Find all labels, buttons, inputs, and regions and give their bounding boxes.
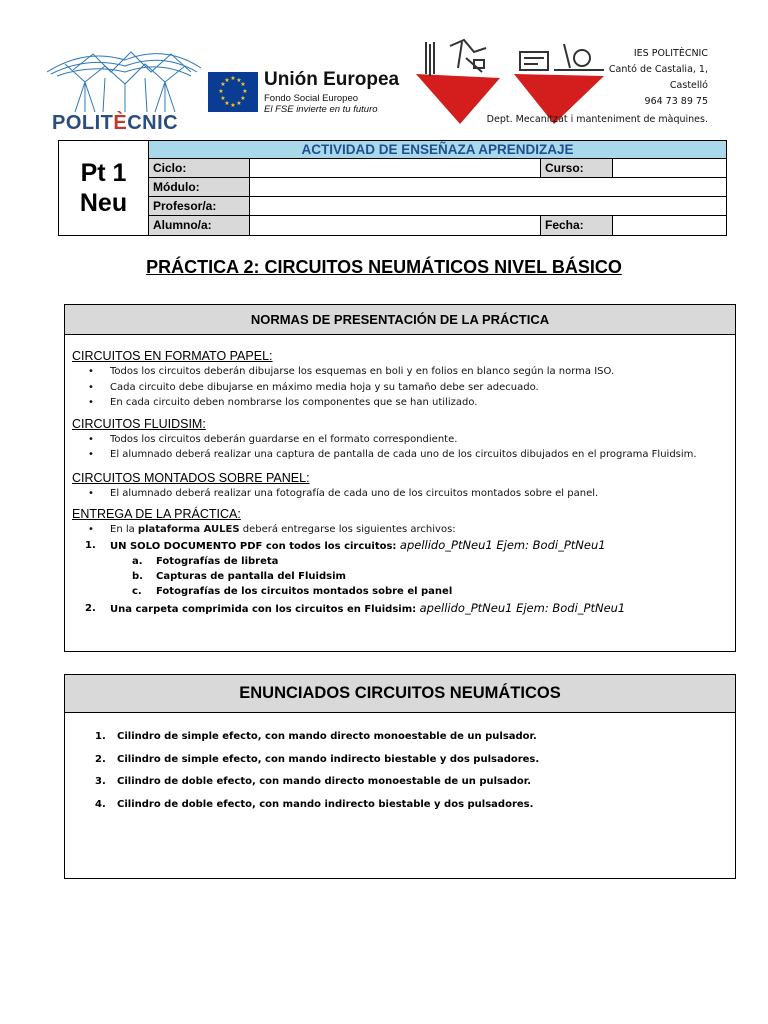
list-item: 1. Cilindro de simple efecto, con mando directo monoestable de un pulsador. — [95, 731, 537, 742]
paper-section-title: CIRCUITOS EN FORMATO PAPEL: — [72, 349, 273, 363]
pdf-contents-list — [132, 554, 735, 599]
list-item: • Todos los circuitos deberán guardarse en el formato correspondiente. — [110, 432, 735, 448]
list-item: • Cada circuito debe dibujarse en máximo media hoja y su tamaño debe ser adecuado. — [110, 380, 735, 396]
list-item: b. Capturas de pantalla del Fluidsim — [132, 570, 346, 582]
curso-label: Curso: — [541, 159, 613, 177]
eu-fund: Fondo Social Europeo — [264, 93, 359, 104]
ciclo-label: Ciclo: — [149, 159, 250, 177]
panel-section-title: CIRCUITOS MONTADOS SOBRE PANEL: — [72, 470, 310, 485]
profesor-row — [149, 197, 726, 216]
list-item: 1. UN SOLO DOCUMENTO PDF con todos los circuitos: apellido_PtNeu1 Ejem: Bodi_PtNeu1 a. Fotografías de libreta b. Capturas de pantalla del Fluidsim c. Fotografías de los circuitos montados sobre el panel — [110, 538, 735, 599]
alumno-row — [149, 216, 726, 235]
activity-heading: ACTIVIDAD DE ENSEÑAZA APRENDIZAJE — [149, 141, 726, 159]
list-item: 4. Cilindro de doble efecto, con mando indirecto biestable y dos pulsadores. — [95, 798, 534, 810]
alumno-label: Alumno/a: — [149, 216, 250, 235]
list-item: • Todos los circuitos deberán dibujarse los esquemas en boli y en folios en blanco según la norma ISO. — [110, 364, 735, 380]
school-logo-canopy — [45, 42, 203, 114]
school-name: IES POLITÈCNIC — [633, 48, 708, 59]
modulo-row — [149, 178, 726, 197]
panel-rules-list — [72, 486, 735, 502]
fecha-label: Fecha: — [541, 216, 613, 235]
curso-field[interactable] — [613, 159, 726, 177]
activity-table — [58, 140, 727, 236]
statements-list — [65, 713, 735, 816]
delivery-section-title: ENTREGA DE LA PRÁCTICA: — [72, 507, 241, 521]
eu-flag-icon — [208, 72, 258, 112]
department-name: Dept. Mecanitzat i manteniment de màquines. — [486, 114, 708, 125]
ciclo-field[interactable] — [250, 159, 541, 177]
svg-text:★: ★ — [220, 95, 226, 102]
list-item: 3. Cilindro de doble efecto, con mando directo monoestable de un pulsador. — [95, 776, 532, 787]
svg-text:★: ★ — [220, 81, 226, 88]
list-item: 2. Cilindro de simple efecto, con mando indirecto biestable y dos pulsadores. — [95, 753, 540, 765]
list-item: • En cada circuito deben nombrarse los componentes que se han utilizado. — [110, 395, 735, 411]
fluidsim-section-title: CIRCUITOS FLUIDSIM: — [72, 416, 206, 431]
profesor-label: Profesor/a: — [149, 197, 250, 215]
eu-title: Unión Europea — [264, 69, 400, 90]
statements-heading: ENUNCIADOS CIRCUITOS NEUMÁTICOS — [65, 675, 735, 713]
address-city: Castelló — [669, 80, 708, 91]
delivery-intro: • En la plataforma AULES deberá entregarse los siguientes archivos: — [110, 522, 735, 538]
rules-heading: NORMAS DE PRESENTACIÓN DE LA PRÁCTICA — [65, 305, 735, 335]
profesor-field[interactable] — [250, 197, 726, 215]
svg-text:★: ★ — [224, 100, 230, 107]
school-logo-text: POLITÈCNIC — [52, 112, 179, 134]
modulo-label: Módulo: — [149, 178, 250, 196]
svg-text:★: ★ — [230, 102, 236, 109]
phone-number: 964 73 89 75 — [644, 96, 708, 107]
paper-rules-list — [72, 364, 735, 411]
delivery-files-list — [85, 537, 735, 617]
list-item: 2. Una carpeta comprimida con los circuitos en Fluidsim: apellido_PtNeu1 Ejem: Bodi_PtNeu1 — [85, 600, 626, 615]
modulo-field[interactable] — [250, 178, 726, 196]
list-item: • El alumnado deberá realizar una fotografía de cada uno de los circuitos montados sobre el panel. — [110, 486, 735, 502]
statements-box — [64, 674, 736, 879]
fluidsim-rules-list — [72, 432, 735, 463]
delivery-list — [72, 522, 735, 538]
svg-text:★: ★ — [242, 88, 248, 95]
page-title: PRÁCTICA 2: CIRCUITOS NEUMÁTICOS NIVEL BÁSICO — [146, 257, 622, 277]
fecha-field[interactable] — [613, 216, 726, 235]
svg-text:★: ★ — [236, 100, 242, 107]
svg-text:★: ★ — [236, 77, 242, 84]
svg-text:★: ★ — [230, 75, 236, 82]
svg-text:★: ★ — [240, 81, 246, 88]
eu-motto: El FSE invierte en tu futuro — [264, 104, 378, 115]
alumno-field[interactable] — [250, 216, 541, 235]
list-item: a. Fotografías de libreta — [132, 555, 279, 567]
address-street: Cantó de Castalia, 1, — [608, 64, 708, 75]
svg-text:★: ★ — [224, 77, 230, 84]
svg-text:★: ★ — [218, 88, 224, 95]
practice-code: Pt 1 Neu — [59, 141, 149, 235]
list-item: • El alumnado deberá realizar una captura de pantalla de cada uno de los circuitos dibujados en el programa Fluidsim. — [110, 447, 735, 463]
list-item: c. Fotografías de los circuitos montados sobre el panel — [132, 585, 453, 597]
svg-text:★: ★ — [240, 95, 246, 102]
rules-box — [64, 304, 736, 652]
ciclo-row — [149, 159, 726, 178]
